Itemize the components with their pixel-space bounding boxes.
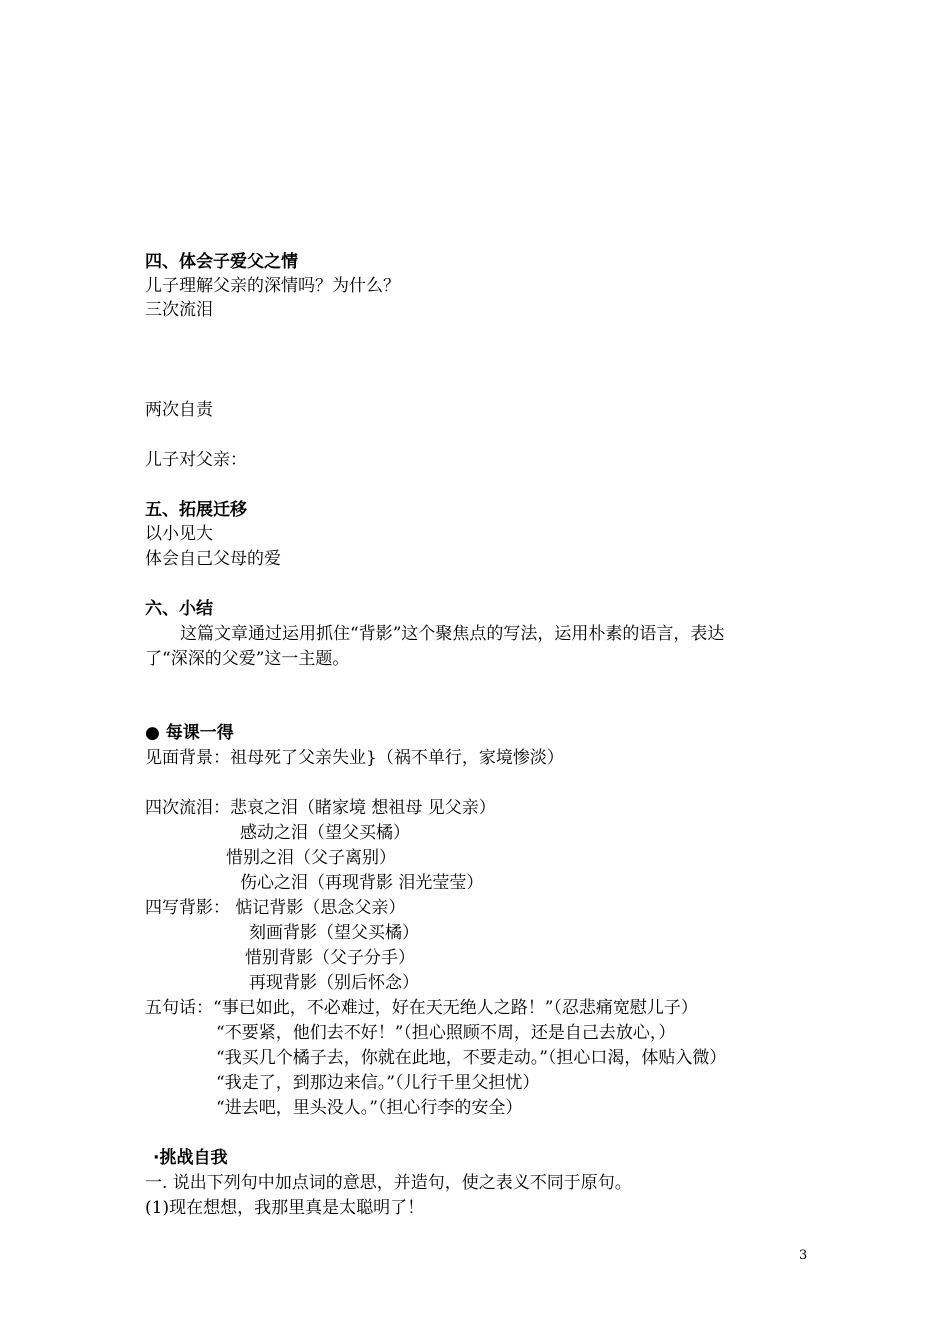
sentence-line-4: “我走了，到那边来信。”（儿行千里父担忧）	[216, 1073, 540, 1093]
lesson-heading: ● 每课一得	[145, 723, 234, 743]
section4-question: 儿子理解父亲的深情吗？为什么？	[145, 276, 400, 296]
challenge-heading: ·挑战自我	[153, 1148, 228, 1168]
tears-line-3: 惜别之泪（父子离别）	[226, 848, 396, 868]
sentence-line-1: 五句话：“事已如此，不必难过，好在天无绝人之路！”（忍悲痛宽慰儿子）	[145, 998, 698, 1018]
section5-heading: 五、拓展迁移	[145, 500, 247, 520]
backs-line-4: 再现背影（别后怀念）	[249, 973, 419, 993]
backs-line-2: 刻画背影（望父买橘）	[249, 923, 419, 943]
section5-line2: 体会自己父母的爱	[145, 549, 281, 569]
sentence-line-2: “不要紧，他们去不好！”（担心照顾不周，还是自己去放心，）	[216, 1023, 676, 1043]
page-number: 3	[799, 1248, 808, 1263]
section5-line1: 以小见大	[145, 524, 213, 544]
tears-line-2: 感动之泪（望父买橘）	[240, 823, 410, 843]
backs-line-1: 四写背影： 惦记背影（思念父亲）	[145, 898, 406, 918]
section4-blame: 两次自责	[145, 400, 213, 420]
tears-line-4: 伤心之泪（再现背影 泪光莹莹）	[240, 873, 484, 893]
lesson-background: 见面背景：祖母死了父亲失业}（祸不单行，家境惨淡）	[145, 748, 564, 768]
backs-line-3: 惜别背影（父子分手）	[245, 948, 415, 968]
tears-line-1: 四次流泪：悲哀之泪（睹家境 想祖母 见父亲）	[145, 798, 496, 818]
section4-son-to-father: 儿子对父亲：	[145, 450, 247, 470]
challenge-instruction: 一. 说出下列句中加点词的意思，并造句，使之表义不同于原句。	[145, 1173, 632, 1193]
section6-heading: 六、小结	[145, 599, 213, 619]
sentence-line-5: “进去吧，里头没人。”（担心行李的安全）	[216, 1098, 523, 1118]
challenge-item-1: (1)现在想想，我那里真是太聪明了！	[145, 1198, 425, 1218]
sentence-line-3: “我买几个橘子去，你就在此地，不要走动。”（担心口渴，体贴入微）	[216, 1048, 727, 1068]
section6-paragraph-line2: 了“深深的父爱”这一主题。	[145, 649, 350, 669]
section4-heading: 四、体会子爱父之情	[145, 252, 298, 272]
section4-tears: 三次流泪	[145, 300, 213, 320]
section6-paragraph-line1: 这篇文章通过运用抓住“背影”这个聚焦点的写法，运用朴素的语言，表达	[180, 624, 725, 644]
